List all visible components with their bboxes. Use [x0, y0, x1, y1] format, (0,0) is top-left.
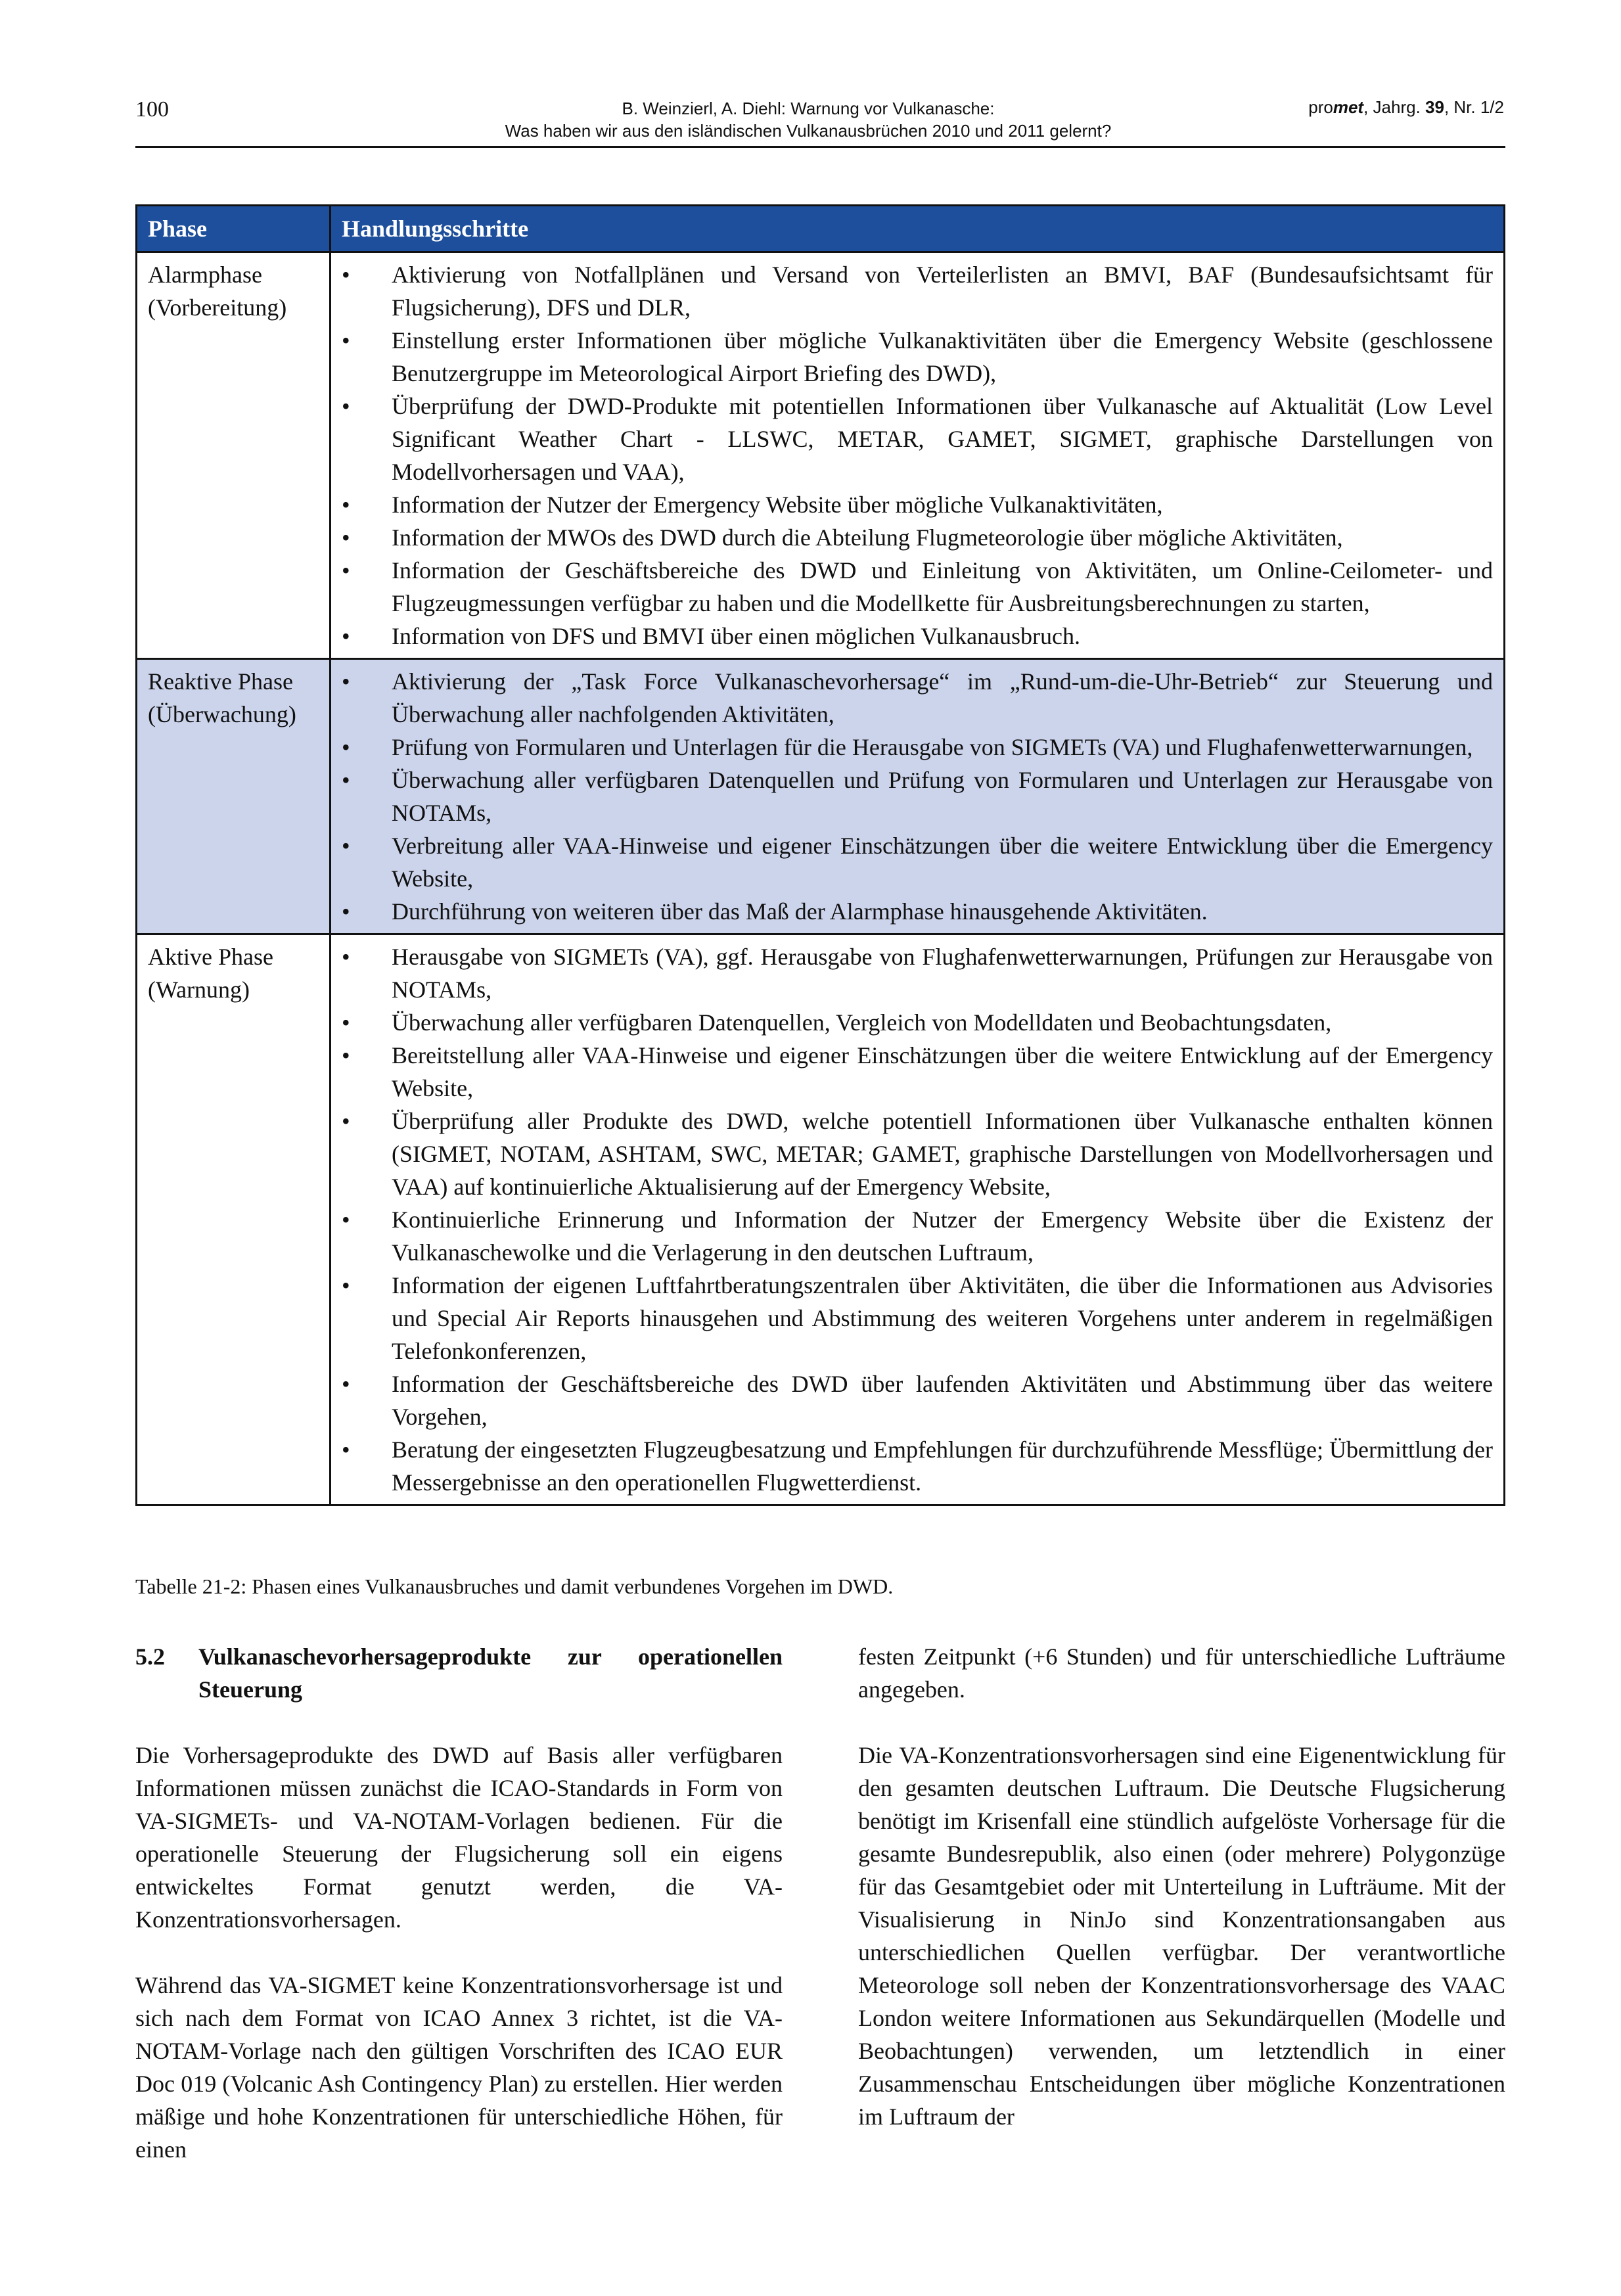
table-row-reactive-phase — [137, 659, 1505, 934]
running-title-line-1: B. Weinzierl, A. Diehl: Warnung vor Vulkanasche: — [622, 99, 995, 118]
steps-list — [342, 665, 1493, 928]
paragraph: festen Zeitpunkt (+6 Stunden) und für unterschiedliche Lufträume angegeben. — [858, 1643, 1505, 1703]
list-item: • Überwachung aller verfügbaren Datenquellen und Prüfung von Formularen und Unterlagen zur Herausgabe von NOTAMs, — [342, 764, 1493, 829]
right-column — [858, 1640, 1505, 2133]
running-title — [394, 97, 1222, 142]
list-item: • Durchführung von weiteren über das Maß der Alarmphase hinausgehende Aktivitäten. — [342, 895, 1493, 928]
journal-name-brand: met — [1333, 97, 1364, 117]
list-item: • Prüfung von Formularen und Unterlagen für die Herausgabe von SIGMETs (VA) und Flughafenwetterwarnungen, — [342, 731, 1493, 764]
list-item: • Information von DFS und BMVI über einen möglichen Vulkanausbruch. — [342, 620, 1493, 653]
phase-cell: Alarmphase (Vorbereitung) — [137, 252, 331, 659]
phase-cell: Aktive Phase (Warnung) — [137, 934, 331, 1505]
list-item: • Aktivierung der „Task Force Vulkanaschevorhersage“ im „Rund-um-die-Uhr-Betrieb“ zur Steuerung und Überwachung aller nachfolgenden Aktivitäten, — [342, 665, 1493, 731]
list-item: • Aktivierung von Notfallplänen und Versand von Verteilerlisten an BMVI, BAF (Bundesaufsichtsamt für Flugsicherung), DFS und DLR, — [342, 258, 1493, 324]
list-item: • Kontinuierliche Erinnerung und Information der Nutzer der Emergency Website über die Existenz der Vulkanaschewolke und die Verlagerung in den deutschen Luftraum, — [342, 1203, 1493, 1269]
steps-list — [342, 258, 1493, 653]
page-number: 100 — [135, 97, 169, 122]
list-item: • Bereitstellung aller VAA-Hinweise und eigener Einschätzungen über die weitere Entwicklung auf der Emergency Website, — [342, 1039, 1493, 1105]
paragraph: Die VA-Konzentrationsvorhersagen sind eine Eigenentwicklung für den gesamten deutschen Luftraum. Die Deutsche Flugsicherung benötigt im Krisenfall eine stündlich aufgelöste Vorhersage für die gesamte Bundesrepublik, also einen (oder mehrere) Polygonzüge für das Gesamtgebiet oder mit Unterteilung in Lufträume. Mit der Visualisierung in NinJo sind Konzentrationsangaben aus unterschiedlichen Quellen verfügbar. Der verantwortliche Meteorologe soll neben der Konzentrationsvorhersage des VAAC London weitere Informationen aus Sekundärquellen (Modelle und Beobachtungen) verwenden, um letztendlich in einer Zusammenschau Entscheidungen über mögliche Konzentrationen im Luftraum der — [858, 1742, 1505, 2130]
journal-volume: 39 — [1425, 97, 1444, 117]
steps-cell — [331, 659, 1505, 934]
journal-year-label: , Jahrg. — [1363, 97, 1426, 117]
left-column — [135, 1640, 783, 2166]
column-header-phase: Phase — [137, 206, 331, 252]
list-item: • Information der Geschäftsbereiche des DWD über laufenden Aktivitäten und Abstimmung über das weitere Vorgehen, — [342, 1367, 1493, 1433]
steps-cell — [331, 252, 1505, 659]
table-row-active-phase — [137, 934, 1505, 1505]
journal-name-prefix: pro — [1308, 97, 1333, 117]
table-row-alarm-phase — [137, 252, 1505, 659]
phases-table — [135, 204, 1505, 1506]
paragraph: Die Vorhersageprodukte des DWD auf Basis aller verfügbaren Informationen müssen zunächst die ICAO-Standards in Form von VA-SIGMETs- und VA-NOTAM-Vorlagen bedienen. Für die operationelle Steuerung der Flugsicherung soll ein eigens entwickeltes Format genutzt werden, die VA-Konzentrationsvorhersagen. — [135, 1742, 783, 1933]
list-item: • Herausgabe von SIGMETs (VA), ggf. Herausgabe von Flughafenwetterwarnungen, Prüfungen zur Herausgabe von NOTAMs, — [342, 940, 1493, 1006]
section-number: 5.2 — [135, 1643, 165, 1670]
steps-cell — [331, 934, 1505, 1505]
list-item: • Beratung der eingesetzten Flugzeugbesatzung und Empfehlungen für durchzuführende Messflüge; Übermittlung der Messergebnisse an den operationellen Flugwetterdienst. — [342, 1433, 1493, 1499]
list-item: • Information der eigenen Luftfahrtberatungszentralen über Aktivitäten, die über die Informationen aus Advisories und Special Air Reports hinausgehen und Abstimmung des weiteren Vorgehens unter anderem in regelmäßigen Telefonkonferenzen, — [342, 1269, 1493, 1367]
table-header-row — [137, 206, 1505, 252]
table-caption: Tabelle 21-2: Phasen eines Vulkanausbruches und damit verbundenes Vorgehen im DWD. — [135, 1574, 894, 1598]
journal-issue: , Nr. 1/2 — [1444, 97, 1504, 117]
steps-list — [342, 940, 1493, 1499]
phase-cell: Reaktive Phase (Überwachung) — [137, 659, 331, 934]
list-item: • Überprüfung der DWD-Produkte mit potentiellen Informationen über Vulkanasche auf Aktualität (Low Level Significant Weather Chart - LLSWC, METAR, GAMET, SIGMET, graphische Darstellungen von Modellvorhersagen und VAA), — [342, 390, 1493, 488]
column-header-steps: Handlungsschritte — [331, 206, 1505, 252]
list-item: • Verbreitung aller VAA-Hinweise und eigener Einschätzungen über die weitere Entwicklung über die Emergency Website, — [342, 829, 1493, 895]
running-title-line-2: Was haben wir aus den isländischen Vulkanausbrüchen 2010 und 2011 gelernt? — [505, 121, 1112, 141]
section-heading — [135, 1640, 783, 1706]
header-rule — [135, 146, 1505, 148]
list-item: • Information der MWOs des DWD durch die Abteilung Flugmeteorologie über mögliche Aktivitäten, — [342, 521, 1493, 554]
list-item: • Information der Nutzer der Emergency Website über mögliche Vulkanaktivitäten, — [342, 488, 1493, 521]
list-item: • Überwachung aller verfügbaren Datenquellen, Vergleich von Modelldaten und Beobachtungsdaten, — [342, 1006, 1493, 1039]
journal-reference — [1308, 97, 1504, 118]
section-title: Vulkanaschevorhersageprodukte zur operationellen Steuerung — [198, 1643, 783, 1703]
list-item: • Überprüfung aller Produkte des DWD, welche potentiell Informationen über Vulkanasche enthalten können (SIGMET, NOTAM, ASHTAM, SWC, METAR; GAMET, graphische Darstellungen von Modellvorhersagen und VAA) auf kontinuierliche Aktualisierung auf der Emergency Website, — [342, 1105, 1493, 1203]
paragraph: Während das VA-SIGMET keine Konzentrationsvorhersage ist und sich nach dem Format von ICAO Annex 3 richtet, ist die VA-NOTAM-Vorlage nach den gültigen Vorschriften des ICAO EUR Doc 019 (Volcanic Ash Contingency Plan) zu erstellen. Hier werden mäßige und hohe Konzentrationen für unterschiedliche Höhen, für einen — [135, 1972, 783, 2163]
list-item: • Information der Geschäftsbereiche des DWD und Einleitung von Aktivitäten, um Online-Ceilometer- und Flugzeugmessungen verfügbar zu haben und die Modellkette für Ausbreitungsberechnungen zu starten, — [342, 554, 1493, 620]
list-item: • Einstellung erster Informationen über mögliche Vulkanaktivitäten über die Emergency Website (geschlossene Benutzergruppe im Meteorological Airport Briefing des DWD), — [342, 324, 1493, 390]
